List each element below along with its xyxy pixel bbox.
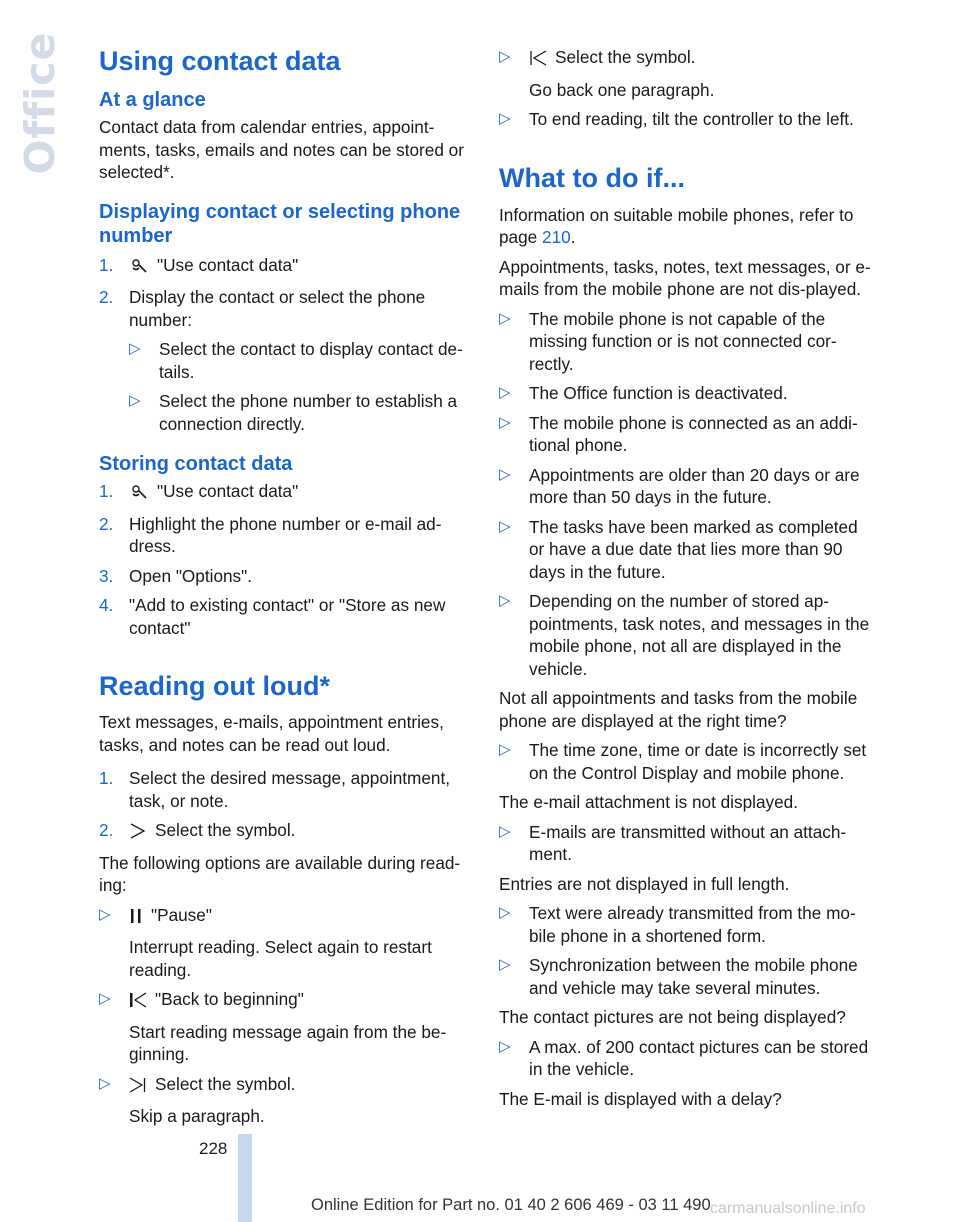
heading-using-contact-data: Using contact data	[99, 46, 341, 76]
question-text: Not all appointments and tasks from the mobile phone are displayed at the right time?	[499, 688, 858, 731]
bullet-triangle-icon: ▷	[129, 340, 141, 357]
list-item	[499, 108, 875, 131]
heading-displaying-contact: Displaying contact or selecting phone number	[99, 200, 461, 247]
bullet-text: Depending on the number of stored ap-pointments, task notes, and messages in the mobile phone, not all are displayed in the vehicle.	[529, 591, 870, 679]
list-item	[499, 902, 875, 947]
page-number: 228	[199, 1139, 228, 1158]
question-text: The contact pictures are not being displayed?	[499, 1007, 846, 1027]
bullet-triangle-icon: ▷	[499, 110, 511, 127]
step-text: Highlight the phone number or e-mail ad-dress.	[129, 513, 442, 556]
list-item	[99, 1073, 475, 1099]
step-number: 1.	[99, 254, 114, 275]
option-label: Select the symbol.	[555, 47, 696, 67]
list-item	[99, 819, 475, 845]
step-text: "Add to existing contact" or "Store as new contact"	[129, 595, 446, 638]
footer-edition-text: Online Edition for Part no. 01 40 2 606 469 - 03 11 490	[311, 1196, 711, 1214]
list-item	[99, 767, 475, 812]
list-item	[99, 904, 475, 930]
list-item	[499, 412, 875, 457]
list-item	[99, 565, 475, 588]
bullet-text: The mobile phone is not capable of the missing function or is not connected cor-rectly.	[529, 308, 837, 374]
bullet-text: The tasks have been marked as completed or have a due date that lies more than 90 days in the future.	[529, 516, 858, 582]
list-item	[499, 464, 875, 509]
bullet-text: Text were already transmitted from the mo-bile phone in a shortened form.	[529, 903, 856, 946]
bullet-triangle-icon: ▷	[499, 822, 511, 840]
step-number: 2.	[99, 513, 114, 534]
left-column	[99, 40, 475, 1128]
question-text: Entries are not displayed in full length.	[499, 873, 790, 894]
appointments-text: Appointments, tasks, notes, text messages, or e-mails from the mobile phone are not dis-played.	[499, 256, 871, 299]
step-text: "Use contact data"	[157, 481, 299, 501]
bullet-triangle-icon: ▷	[129, 392, 141, 409]
bullet-triangle-icon: ▷	[499, 1037, 511, 1055]
bullet-triangle-icon: ▷	[99, 905, 111, 923]
step-number: 2.	[99, 287, 114, 307]
step-text: Display the contact or select the phone number:	[129, 287, 426, 330]
bullet-triangle-icon: ▷	[499, 465, 511, 483]
page-reference-link[interactable]: 210	[542, 227, 571, 247]
voice-control-icon	[129, 257, 149, 280]
heading-reading-out-loud: Reading out loud*	[99, 671, 330, 701]
step-number: 4.	[99, 595, 114, 615]
info-text: Information on suitable mobile phones, refer to page 210.	[499, 204, 854, 247]
step-number: 2.	[99, 820, 114, 840]
bullet-triangle-icon: ▷	[499, 904, 511, 921]
bullet-triangle-icon: ▷	[499, 384, 511, 401]
step-text: Select the desired message, appointment, task, or note.	[129, 768, 451, 811]
bullet-triangle-icon: ▷	[499, 413, 511, 431]
step-number: 1.	[99, 481, 114, 501]
footer-accent-bar	[238, 1134, 252, 1222]
bullet-triangle-icon: ▷	[499, 956, 511, 973]
bullet-text: To end reading, tilt the controller to the left.	[529, 109, 854, 129]
option-label: "Back to beginning"	[155, 989, 304, 1009]
skip-back-icon	[529, 49, 547, 72]
bullet-triangle-icon: ▷	[499, 592, 511, 609]
step-number: 3.	[99, 565, 114, 586]
option-description: Start reading message again from the be-ginning.	[129, 1021, 447, 1064]
option-description: Go back one paragraph.	[529, 79, 715, 100]
section-side-tab	[14, 31, 66, 174]
question-text: The E-mail is displayed with a delay?	[499, 1088, 782, 1109]
play-icon	[129, 822, 147, 845]
list-item	[499, 46, 875, 72]
bullet-text: Synchronization between the mobile phone and vehicle may take several minutes.	[529, 955, 858, 998]
bullet-text: Select the phone number to establish a connection directly.	[159, 391, 458, 434]
list-item	[499, 1036, 875, 1081]
list-item	[99, 286, 475, 331]
bullet-text: The time zone, time or date is incorrectly set on the Control Display and mobile phone.	[529, 740, 867, 783]
glance-text: Contact data from calendar entries, appoint-ments, tasks, emails and notes can be stored or selected*.	[99, 117, 464, 182]
list-item	[129, 390, 475, 435]
heading-what-to-do-if: What to do if...	[499, 162, 685, 193]
heading-at-a-glance: At a glance	[99, 89, 206, 111]
list-item	[99, 254, 475, 280]
reading-intro: Text messages, e-mails, appointment entries, tasks, and notes can be read out loud.	[99, 712, 444, 755]
voice-control-icon	[129, 483, 149, 506]
right-column	[499, 40, 875, 1110]
back-to-beginning-icon	[129, 991, 147, 1014]
list-item	[99, 513, 475, 558]
option-label: Select the symbol.	[155, 1073, 296, 1094]
bullet-triangle-icon: ▷	[499, 48, 511, 65]
option-label: "Pause"	[151, 904, 212, 925]
bullet-text: Select the contact to display contact de-tails.	[159, 339, 463, 382]
section-side-tab-label: Office	[16, 31, 64, 174]
step-text: Select the symbol.	[155, 820, 296, 840]
info-text-body: Information on suitable mobile phones, refer to page	[499, 204, 854, 247]
bullet-text: A max. of 200 contact pictures can be stored in the vehicle.	[529, 1036, 869, 1079]
bullet-text: The Office function is deactivated.	[529, 383, 788, 403]
list-item	[499, 590, 875, 680]
bullet-triangle-icon: ▷	[499, 741, 511, 758]
watermark: carmanualsonline.info	[710, 1200, 866, 1217]
list-item	[499, 739, 875, 784]
bullet-triangle-icon: ▷	[499, 309, 511, 327]
pause-icon	[129, 907, 143, 930]
step-text: "Use contact data"	[157, 254, 299, 275]
list-item	[129, 338, 475, 383]
bullet-text: The mobile phone is connected as an addi-tional phone.	[529, 412, 858, 455]
question-text: The e-mail attachment is not displayed.	[499, 792, 799, 812]
bullet-triangle-icon: ▷	[99, 1074, 111, 1092]
bullet-text: E-mails are transmitted without an attach-ment.	[529, 821, 847, 864]
skip-forward-icon	[129, 1076, 147, 1099]
options-intro: The following options are available during read-ing:	[99, 852, 461, 895]
bullet-text: Appointments are older than 20 days or are more than 50 days in the future.	[529, 464, 860, 507]
list-item	[499, 308, 875, 376]
list-item	[99, 594, 475, 639]
list-item	[499, 954, 875, 999]
step-number: 1.	[99, 768, 114, 788]
list-item	[499, 382, 875, 405]
step-text: Open "Options".	[129, 565, 253, 586]
list-item	[499, 516, 875, 584]
list-item	[99, 480, 475, 506]
list-item	[99, 988, 475, 1014]
option-description: Skip a paragraph.	[129, 1106, 265, 1126]
option-description: Interrupt reading. Select again to restart reading.	[129, 937, 432, 980]
list-item	[499, 821, 875, 866]
bullet-triangle-icon: ▷	[99, 990, 111, 1007]
heading-storing-contact-data: Storing contact data	[99, 453, 293, 475]
bullet-triangle-icon: ▷	[499, 517, 511, 535]
